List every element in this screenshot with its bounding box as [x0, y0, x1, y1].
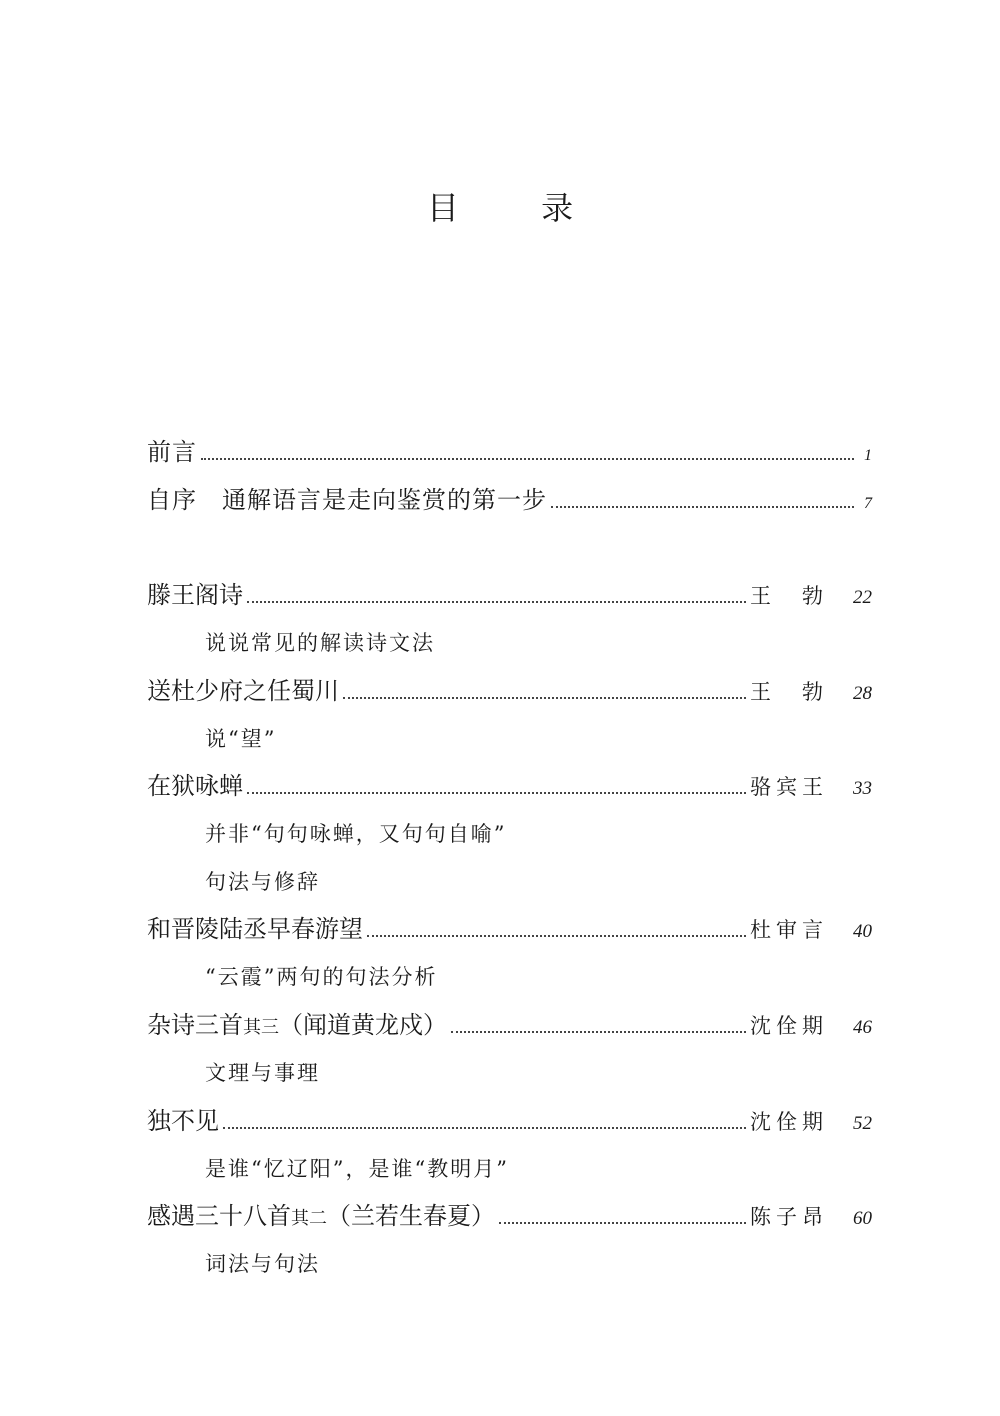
- page-number: 60: [853, 1208, 872, 1229]
- toc-entry-author-preface[interactable]: [147, 480, 872, 520]
- section-heading: 说说常见的解读诗文法: [205, 631, 435, 655]
- entry-author: 王勃: [750, 584, 824, 608]
- dot-leader: [247, 600, 746, 603]
- dot-leader: [223, 1126, 746, 1129]
- page-number: 46: [853, 1017, 872, 1038]
- entry-title: 滕王阁诗: [147, 581, 243, 609]
- page-number: 40: [853, 921, 872, 942]
- section-heading: 并非“句句咏蝉，又句句自喻”: [205, 822, 507, 846]
- dot-leader: [247, 791, 746, 794]
- entry-author: 陈子昂: [750, 1205, 824, 1229]
- toc-entry[interactable]: [147, 1196, 872, 1236]
- entry-title: 杂诗三首其三（闻道黄龙戍）: [147, 1011, 447, 1039]
- toc-entry[interactable]: [147, 766, 872, 806]
- entry-author: 沈佺期: [750, 1110, 824, 1134]
- entry-title: 自序 通解语言是走向鉴赏的第一步: [147, 486, 547, 514]
- page-number: 7: [864, 495, 872, 512]
- section-heading: 说“望”: [205, 727, 277, 751]
- toc-entry[interactable]: [147, 1101, 872, 1141]
- section-heading: “云霞”两句的句法分析: [205, 965, 438, 989]
- entry-subtitle: 其三: [243, 1017, 279, 1038]
- dot-leader: [367, 934, 746, 937]
- dot-leader: [343, 696, 746, 699]
- page-number: 52: [853, 1113, 872, 1134]
- entry-author: 骆宾王: [750, 775, 824, 799]
- toc-entry[interactable]: [147, 575, 872, 615]
- section-heading: 句法与修辞: [205, 870, 320, 894]
- toc-entry[interactable]: [147, 909, 872, 949]
- entry-title: 前言: [147, 438, 197, 466]
- entry-author: 杜审言: [750, 918, 824, 942]
- page-number: 33: [853, 778, 872, 799]
- section-heading: 文理与事理: [205, 1061, 320, 1085]
- section-heading: 是谁“忆辽阳”，是谁“教明月”: [205, 1157, 509, 1181]
- entry-author: 沈佺期: [750, 1014, 824, 1038]
- toc-entry[interactable]: [147, 671, 872, 711]
- toc-entry-preface[interactable]: [147, 432, 872, 472]
- entry-title: 送杜少府之任蜀川: [147, 677, 339, 705]
- entry-subtitle: 其二: [291, 1208, 327, 1229]
- dot-leader: [451, 1030, 746, 1033]
- page-title: 目 录: [426, 189, 610, 227]
- entry-title: 在狱咏蝉: [147, 772, 243, 800]
- dot-leader: [201, 457, 854, 460]
- entry-title: 独不见: [147, 1107, 219, 1135]
- page-number: 28: [853, 683, 872, 704]
- entry-title: 和晋陵陆丞早春游望: [147, 915, 363, 943]
- page-number: 1: [864, 447, 872, 464]
- dot-leader: [551, 505, 854, 508]
- entry-title: 感遇三十八首其二（兰若生春夏）: [147, 1202, 495, 1230]
- dot-leader: [499, 1221, 746, 1224]
- section-heading: 词法与句法: [205, 1252, 320, 1276]
- entry-author: 王勃: [750, 680, 824, 704]
- page-number: 22: [853, 587, 872, 608]
- toc-entry[interactable]: [147, 1005, 872, 1045]
